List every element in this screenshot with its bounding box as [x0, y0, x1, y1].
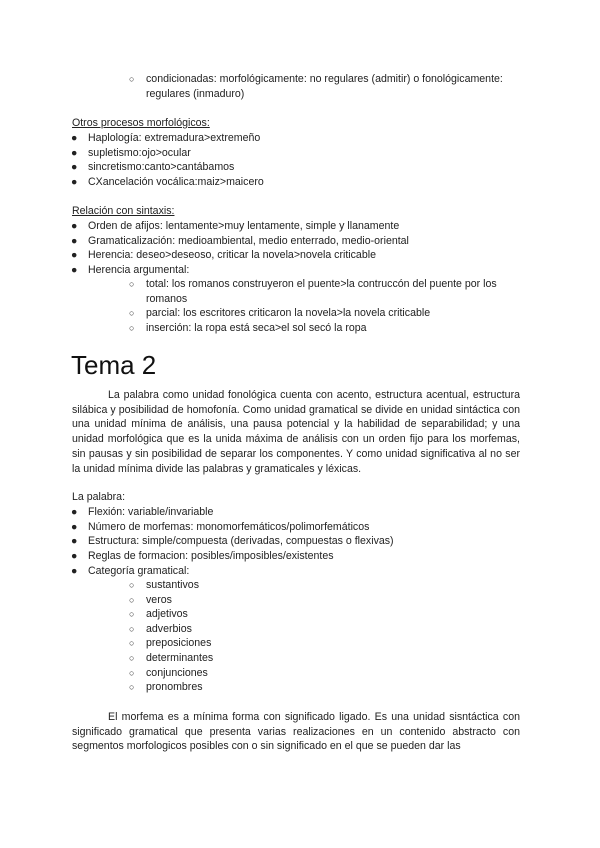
paragraph-text: La palabra como unidad fonológica cuenta con acento, estructura acentual, estructura silábica y posibilidad de homofonía. Como unidad gramatical se divide en unidad sintáctica con una unidad mínima de análisis, una pausa potencial y la habilidad de separabilidad; y una unidad morfológica que es la unida máxima de análisis con un orden fijo para los morfemas, sin pausas y sin posibilidad de separar los componentes. Y como unidad significativa al no ser la unidad mínima divide las palabras y gramaticales y léxicas.	[72, 389, 520, 475]
paragraph	[72, 388, 520, 476]
sub-list-item	[129, 636, 212, 651]
list-item	[71, 131, 261, 146]
paragraph-text: El morfema es a mínima forma con significado ligado. Es una unidad sisntáctica con significado gramatical que presenta varias realizaciones en un contenido abstracto con segmentos morfologicos posibles con o sin significado en el que se pueden dar las	[72, 711, 520, 753]
list-item-text: CXancelación vocálica:maiz>maicero	[88, 176, 264, 188]
bullet-icon: ●	[71, 176, 78, 188]
circle-bullet-icon: ○	[129, 668, 135, 678]
list-item-text: adjetivos	[146, 608, 188, 620]
list-item-text: Categoría gramatical:	[88, 565, 190, 577]
circle-bullet-icon: ○	[129, 682, 135, 692]
section-heading: La palabra:	[72, 491, 126, 503]
sub-list-item	[129, 607, 188, 622]
bullet-icon: ●	[71, 521, 78, 533]
sub-list-item	[129, 593, 172, 608]
list-item-text: Número de morfemas: monomorfemáticos/polimorfemáticos	[88, 521, 370, 533]
bullet-icon: ●	[71, 147, 78, 159]
list-item	[71, 505, 214, 520]
list-item-text: conjunciones	[146, 667, 208, 679]
section-heading: Otros procesos morfológicos:	[72, 117, 210, 129]
sub-list-item	[129, 578, 199, 593]
list-item-text: Herencia argumental:	[88, 264, 190, 276]
list-item	[71, 564, 190, 579]
list-item	[71, 146, 191, 161]
bullet-icon: ●	[71, 220, 78, 232]
list-item	[71, 160, 235, 175]
list-item	[71, 549, 334, 564]
list-item	[71, 234, 409, 249]
list-item	[71, 248, 376, 263]
sub-list-item	[129, 321, 367, 336]
bullet-icon: ●	[71, 535, 78, 547]
sub-list-item-continuation: romanos	[146, 293, 188, 305]
bullet-icon: ●	[71, 249, 78, 261]
circle-bullet-icon: ○	[129, 323, 135, 333]
list-item	[71, 520, 370, 535]
circle-bullet-icon: ○	[129, 74, 135, 84]
list-item-text: Gramaticalización: medioambiental, medio enterrado, medio-oriental	[88, 235, 409, 247]
list-item	[71, 534, 394, 549]
bullet-icon: ●	[71, 132, 78, 144]
list-item-text: Flexión: variable/invariable	[88, 506, 214, 518]
sub-list-item	[129, 622, 192, 637]
list-item-text: Herencia: deseo>deseoso, criticar la novela>novela criticable	[88, 249, 376, 261]
circle-bullet-icon: ○	[129, 279, 135, 289]
sub-list-item	[129, 666, 208, 681]
list-item-text: preposiciones	[146, 637, 212, 649]
paragraph	[72, 710, 520, 754]
list-item-text: Estructura: simple/compuesta (derivadas, compuestas o flexivas)	[88, 535, 394, 547]
page-title: Tema 2	[71, 350, 157, 380]
bullet-icon: ●	[71, 161, 78, 173]
circle-bullet-icon: ○	[129, 580, 135, 590]
list-item	[71, 175, 264, 190]
list-item-text: determinantes	[146, 652, 214, 664]
list-item-text: supletismo:ojo>ocular	[88, 147, 191, 159]
list-item-text: parcial: los escritores criticaron la novela>la novela criticable	[146, 307, 431, 319]
bullet-icon: ●	[71, 550, 78, 562]
bullet-icon: ●	[71, 565, 78, 577]
list-item-text: condicionadas: morfológicamente: no regulares (admitir) o fonológicamente:	[146, 73, 503, 85]
list-item	[71, 219, 400, 234]
list-item-text: adverbios	[146, 623, 192, 635]
list-item-text: Haplología: extremadura>extremeño	[88, 132, 261, 144]
list-item-text: total: los romanos construyeron el puente>la contruccón del puente por los	[146, 278, 497, 290]
list-item	[129, 72, 503, 87]
list-item-text: inserción: la ropa está seca>el sol secó la ropa	[146, 322, 367, 334]
circle-bullet-icon: ○	[129, 638, 135, 648]
list-item-text: pronombres	[146, 681, 203, 693]
sub-list-item	[129, 651, 214, 666]
sub-list-item	[129, 306, 431, 321]
bullet-icon: ●	[71, 506, 78, 518]
circle-bullet-icon: ○	[129, 308, 135, 318]
list-item-text: sincretismo:canto>cantábamos	[88, 161, 235, 173]
section-heading: Relación con sintaxis:	[72, 205, 175, 217]
circle-bullet-icon: ○	[129, 609, 135, 619]
sub-list-item	[129, 277, 497, 292]
list-item-text: Orden de afijos: lentamente>muy lentamente, simple y llanamente	[88, 220, 400, 232]
circle-bullet-icon: ○	[129, 595, 135, 605]
bullet-icon: ●	[71, 235, 78, 247]
circle-bullet-icon: ○	[129, 624, 135, 634]
list-item-continuation: regulares (inmaduro)	[146, 88, 245, 100]
circle-bullet-icon: ○	[129, 653, 135, 663]
list-item	[71, 263, 190, 278]
list-item-text: Reglas de formacion: posibles/imposibles/existentes	[88, 550, 334, 562]
list-item-text: sustantivos	[146, 579, 199, 591]
bullet-icon: ●	[71, 264, 78, 276]
sub-list-item	[129, 680, 203, 695]
list-item-text: veros	[146, 594, 172, 606]
